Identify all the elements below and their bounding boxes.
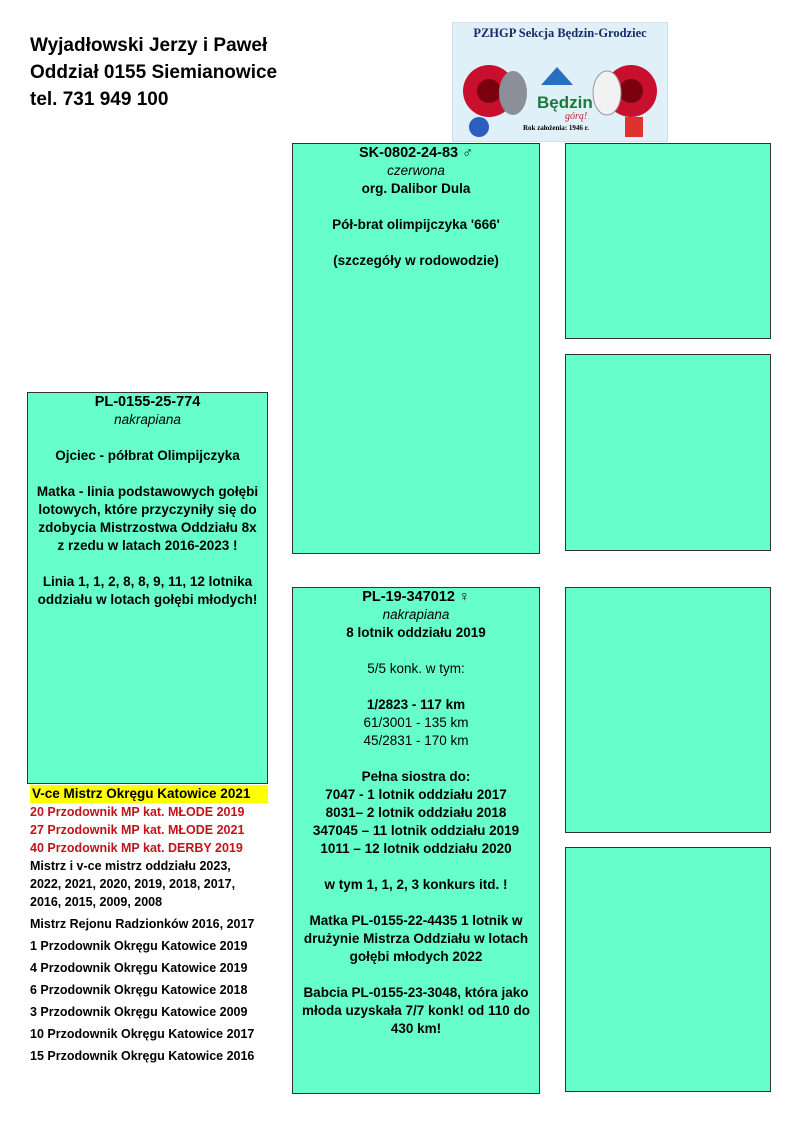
bird-color: nakrapiana (114, 412, 181, 427)
ring-number: PL-0155-25-774 (94, 394, 201, 410)
bird-color: nakrapiana (382, 607, 450, 622)
bird-origin: org. Dalibor Dula (361, 181, 471, 196)
bird-line: Linia 1, 1, 2, 8, 8, 9, 11, 12 lotnika oddziału w lotach gołębi młodych! (37, 574, 258, 607)
logo-title: PZHGP Sekcja Będzin-Grodziec (473, 26, 647, 40)
sister-line: 7047 - 1 lotnik oddziału 2017 (325, 787, 507, 802)
result-line: 45/2831 - 170 km (363, 733, 469, 748)
bird-mother: Matka PL-0155-22-4435 1 lotnik w drużynie Mistrza Oddziału w lotach gołębi młodych 2022 (303, 913, 529, 964)
achievement-highlight: V-ce Mistrz Okręgu Katowice 2021 (30, 785, 268, 803)
owner-phone: tel. 731 949 100 (30, 89, 169, 110)
result-line: 61/3001 - 135 km (363, 715, 469, 730)
sister-line: 8031– 2 lotnik oddziału 2018 (325, 805, 507, 820)
bird-mother: Matka - linia podstawowych gołębi lotowych, które przyczyniły się do zdobycia Mistrzostwa Oddziału 8x z rzedu w latach 2016-2023 ! (36, 484, 259, 553)
bird-card-main (27, 392, 268, 784)
bird-rank: 8 lotnik oddziału 2019 (346, 625, 486, 640)
photo-placeholder (565, 354, 771, 551)
photo-placeholder (565, 143, 771, 339)
sister-line: 347045 – 11 lotnik oddziału 2019 (312, 823, 520, 838)
bird-color: czerwona (387, 163, 445, 178)
sister-header: Pełna siostra do: (361, 769, 471, 784)
bird-details: (szczegóły w rodowodzie) (333, 253, 499, 268)
photo-placeholder (565, 587, 771, 833)
achievement-red: 20 Przodownik MP kat. MŁODE 2019 (30, 805, 245, 819)
achievement-item: 3 Przodownik Okręgu Katowice 2009 (30, 1005, 248, 1019)
ring-number: SK-0802-24-83 ♂ (358, 145, 474, 161)
owner-name: Wyjadłowski Jerzy i Paweł (30, 35, 268, 56)
achievement-item: 1 Przodownik Okręgu Katowice 2019 (30, 939, 248, 953)
owner-header (30, 32, 277, 113)
achievement-item: 6 Przodownik Okręgu Katowice 2018 (30, 983, 248, 997)
club-logo (452, 22, 668, 142)
owner-branch: Oddział 0155 Siemianowice (30, 62, 278, 83)
achievement-item: 10 Przodownik Okręgu Katowice 2017 (30, 1027, 255, 1041)
achievements-list (30, 785, 280, 1065)
ring-number: PL-19-347012 ♀ (362, 589, 470, 605)
bird-contests: 5/5 konk. w tym: (367, 661, 465, 676)
bird-including: w tym 1, 1, 2, 3 konkurs itd. ! (324, 877, 508, 892)
achievement-red: 27 Przodownik MP kat. MŁODE 2021 (30, 823, 245, 837)
logo-city: Będzin (537, 93, 593, 112)
coat-of-arms-icon (625, 117, 643, 137)
achievement-champion: Mistrz i v-ce mistrz oddziału 2023, 2022, 2021, 2020, 2019, 2018, 2017, 2016, 2015, 2009, 2008 (30, 859, 236, 909)
achievement-item: 15 Przodownik Okręgu Katowice 2016 (30, 1049, 255, 1063)
left-pigeon-icon (499, 71, 527, 115)
logo-founded: Rok założenia: 1946 r. (523, 124, 589, 132)
logo-slogan: górą! (565, 111, 588, 122)
pzhgp-emblem-icon (469, 117, 489, 137)
result-line: 1/2823 - 117 km (366, 697, 466, 712)
achievement-red: 40 Przodownik MP kat. DERBY 2019 (30, 841, 243, 855)
achievement-item: Mistrz Rejonu Radzionków 2016, 2017 (30, 917, 255, 931)
sister-line: 1011 – 12 lotnik oddziału 2020 (320, 841, 512, 856)
castle-icon (541, 67, 573, 85)
bird-grandmother: Babcia PL-0155-23-3048, która jako młoda uzyskała 7/7 konk! od 110 do 430 km! (301, 985, 531, 1036)
bird-card-male (292, 143, 540, 554)
right-pigeon-icon (593, 71, 621, 115)
photo-placeholder (565, 847, 771, 1092)
bird-father: Ojciec - półbrat Olimpijczyka (55, 448, 240, 463)
achievement-item: 4 Przodownik Okręgu Katowice 2019 (30, 961, 248, 975)
bird-note: Pół-brat olimpijczyka '666' (332, 217, 500, 232)
bird-card-female (292, 587, 540, 1094)
